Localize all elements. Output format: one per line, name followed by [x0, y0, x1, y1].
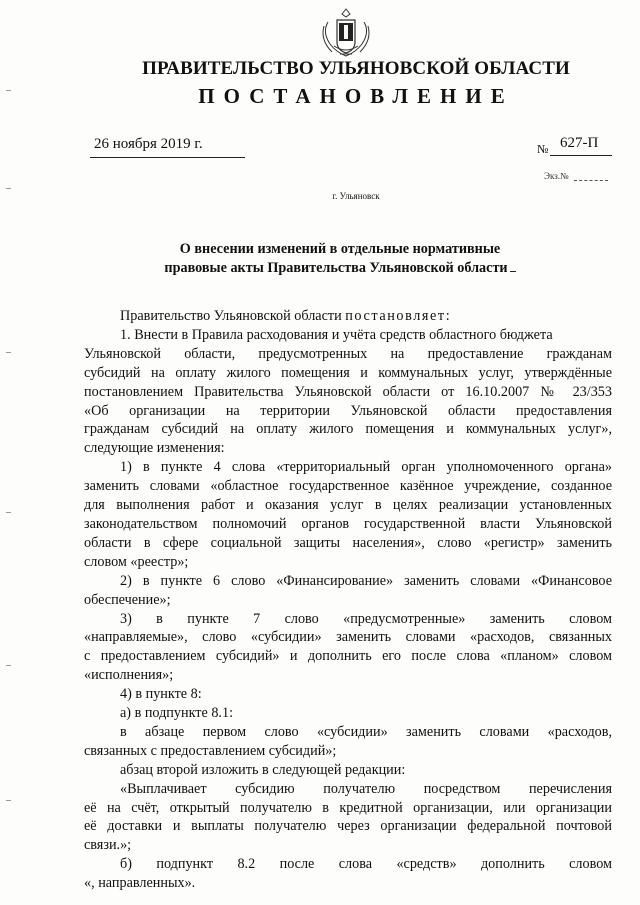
scan-margin-mark — [6, 188, 11, 189]
scan-margin-mark — [6, 512, 11, 513]
document-body — [84, 307, 612, 893]
body-line: «направляемые», слово «субсидии» заменить словами «расходов, связанных — [84, 629, 612, 646]
resolves-word: постановляет: — [345, 308, 452, 324]
body-line: для выполнения работ и оказания услуг в целях реализации установленных — [84, 497, 612, 514]
body-line: следующие изменения: — [84, 440, 225, 457]
body-line: 2) в пункте 6 слово «Финансирование» заменить словами «Финансовое — [120, 572, 612, 589]
body-line: с предоставлением субсидий» и дополнить его после слова «планом» словом — [84, 648, 612, 665]
date-underline — [90, 157, 245, 158]
body-line: «Об организации на территории Ульяновской области предоставления — [84, 402, 612, 419]
body-line: 4) в пункте 8: — [120, 686, 202, 703]
body-line: гражданам субсидий на оплату жилого помещения и коммунальных услуг», — [84, 421, 612, 438]
body-line: субсидий на оплату жилого помещения и коммунальных услуг, утверждённые — [84, 364, 612, 381]
number-underline — [550, 155, 612, 156]
body-line: Ульяновской области, предусмотренных на предоставление гражданам — [84, 345, 612, 362]
body-line: «, направленных». — [84, 875, 196, 892]
body-line — [84, 307, 612, 326]
subject-line-1: О внесении изменений в отдельные нормативные — [179, 241, 501, 257]
intro-text: Правительство Ульяновской области — [120, 308, 346, 324]
body-line: законодательством полномочий органов государственной власти Ульяновской — [84, 515, 612, 532]
subject-line-2-text: правовые акты Правительства Ульяновской области — [164, 260, 508, 276]
document-date: 26 ноября 2019 г. — [94, 136, 203, 152]
body-line: обеспечение»; — [84, 591, 171, 608]
body-line: а) в подпункте 8.1: — [120, 705, 234, 722]
body-line: её на счёт, открытый получателю в кредитной организации, или организации — [84, 799, 612, 816]
copy-number-line — [574, 180, 608, 181]
number-prefix: № — [537, 142, 549, 156]
scan-margin-mark — [6, 800, 11, 801]
body-line: абзац второй изложить в следующей редакции: — [120, 761, 406, 778]
city-name: г. Ульяновск — [332, 191, 380, 201]
coat-of-arms-icon — [318, 6, 374, 62]
body-line: «исполнения»; — [84, 667, 174, 684]
document-subject — [120, 240, 560, 278]
subject-line-2 — [120, 259, 560, 278]
body-line: 1. Внести в Правила расходования и учёта средств областного бюджета — [120, 326, 553, 343]
body-line: постановлением Правительства Ульяновской области от 16.10.2007 № 23/353 — [84, 383, 612, 400]
document-type-title: ПОСТАНОВЛЕНИЕ — [198, 84, 514, 108]
body-line: словом «реестр»; — [84, 553, 189, 570]
body-line: её доставки и выплаты получателю через организации федеральной почтовой — [84, 818, 612, 835]
document-number: 627-П — [560, 135, 599, 151]
government-name: ПРАВИТЕЛЬСТВО УЛЬЯНОВСКОЙ ОБЛАСТИ — [142, 58, 570, 79]
scan-margin-mark — [6, 352, 11, 353]
body-line: области в сфере социальной защиты населения», слово «регистр» заменить — [84, 534, 612, 551]
subject-end-mark — [510, 271, 516, 272]
scan-margin-mark — [6, 665, 11, 666]
body-line: 3) в пункте 7 слово «предусмотренные» заменить словом — [120, 610, 612, 627]
body-line: 1) в пункте 4 слова «территориальный орган уполномоченного органа» — [120, 459, 612, 476]
body-line: заменить словами «областное государственное казённое учреждение, созданное — [84, 478, 612, 495]
body-line: б) подпункт 8.2 после слова «средств» дополнить словом — [120, 856, 612, 873]
copy-number-label: Экз.№ — [544, 171, 569, 181]
body-line: связи.»; — [84, 837, 132, 854]
body-line: «Выплачивает субсидию получателю посредством перечисления — [120, 780, 612, 797]
body-line: связанных с предоставлением субсидий»; — [84, 742, 337, 759]
body-line: в абзаце первом слово «субсидии» заменить словами «расходов, — [120, 723, 612, 740]
scan-margin-mark — [6, 90, 11, 91]
